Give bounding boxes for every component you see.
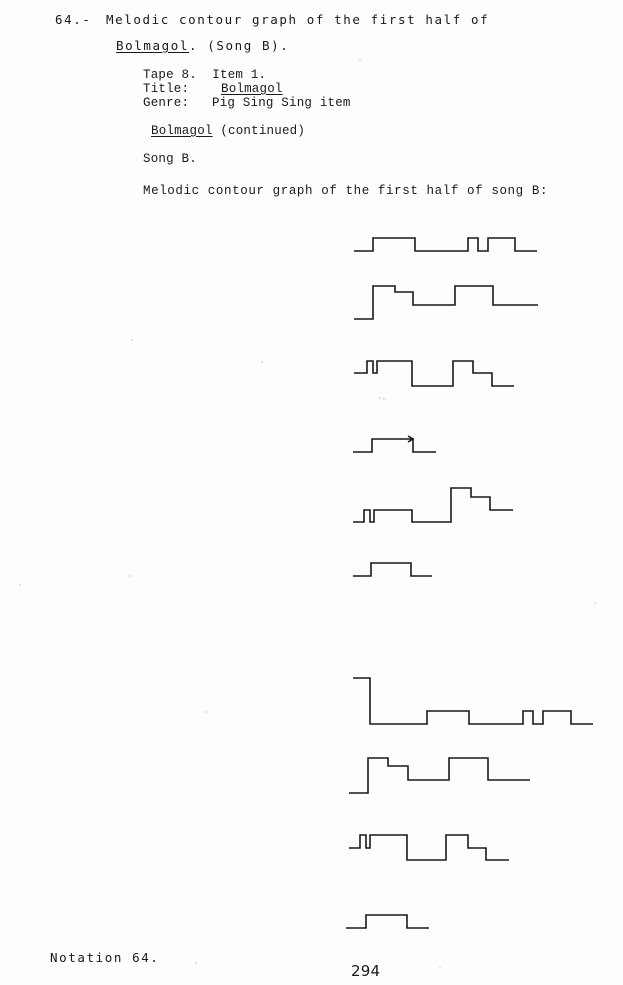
title-label: Title:	[143, 82, 190, 96]
continued-song: Bolmagol	[151, 124, 213, 138]
notation-label: Notation 64.	[50, 950, 160, 965]
contour-line-10	[346, 915, 429, 928]
graph-caption: Melodic contour graph of the first half of song B:	[143, 184, 549, 198]
title-value: Bolmagol	[221, 82, 283, 96]
contour-line-6	[353, 563, 432, 576]
song-designation: . (Song B).	[189, 38, 290, 53]
contour-line-8	[349, 758, 530, 793]
contour-line-3	[354, 361, 514, 386]
page-number: 294	[351, 962, 381, 980]
contour-line-1	[354, 238, 537, 251]
contour-line-4	[353, 439, 436, 452]
genre-label: Genre:	[143, 96, 190, 110]
scan-specks	[19, 59, 595, 968]
continued-note: (continued)	[220, 124, 306, 138]
song-label: Song B.	[143, 152, 197, 166]
song-name: Bolmagol	[116, 38, 190, 53]
section-number: 64.-	[55, 12, 92, 27]
contour-line-7	[353, 678, 593, 724]
contour-line-5	[353, 488, 513, 522]
contour-line-2	[354, 286, 538, 319]
contour-line-9	[349, 835, 509, 860]
genre-value: Pig Sing Sing item	[212, 96, 351, 110]
page-title: Melodic contour graph of the first half of	[106, 12, 490, 27]
tape-item: Tape 8. Item 1.	[143, 68, 267, 82]
